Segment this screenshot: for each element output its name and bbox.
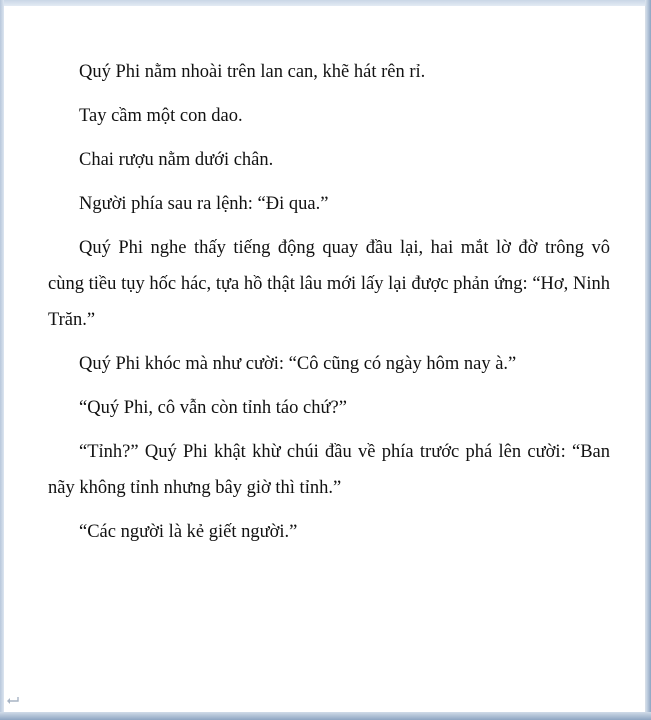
paragraph: Người phía sau ra lệnh: “Đi qua.” xyxy=(79,194,329,214)
paragraph: Quý Phi nghe thấy tiếng động quay đầu lại, hai mắt lờ đờ trông vô cùng tiều tụy hốc hác, tựa hồ thật lâu mới lấy lại được phản ứng: “Hơ, Ninh Trăn.” xyxy=(48,238,610,330)
document-body xyxy=(48,54,610,558)
window-frame-bottom xyxy=(0,712,651,720)
paragraph: Chai rượu nằm dưới chân. xyxy=(79,150,274,170)
return-arrow-icon xyxy=(6,696,20,706)
paragraph: “Tỉnh?” Quý Phi khật khừ chúi đầu về phía trước phá lên cười: “Ban nãy không tỉnh nhưng bây giờ thì tỉnh.” xyxy=(48,442,610,498)
paragraph: “Quý Phi, cô vẫn còn tỉnh táo chứ?” xyxy=(79,398,347,418)
paragraph: Tay cầm một con dao. xyxy=(79,106,243,126)
document-page xyxy=(4,6,646,712)
paragraph: Quý Phi khóc mà như cười: “Cô cũng có ngày hôm nay à.” xyxy=(79,354,517,374)
paragraph: “Các người là kẻ giết người.” xyxy=(79,522,298,542)
paragraph: Quý Phi nằm nhoài trên lan can, khẽ hát rên rỉ. xyxy=(79,62,426,82)
